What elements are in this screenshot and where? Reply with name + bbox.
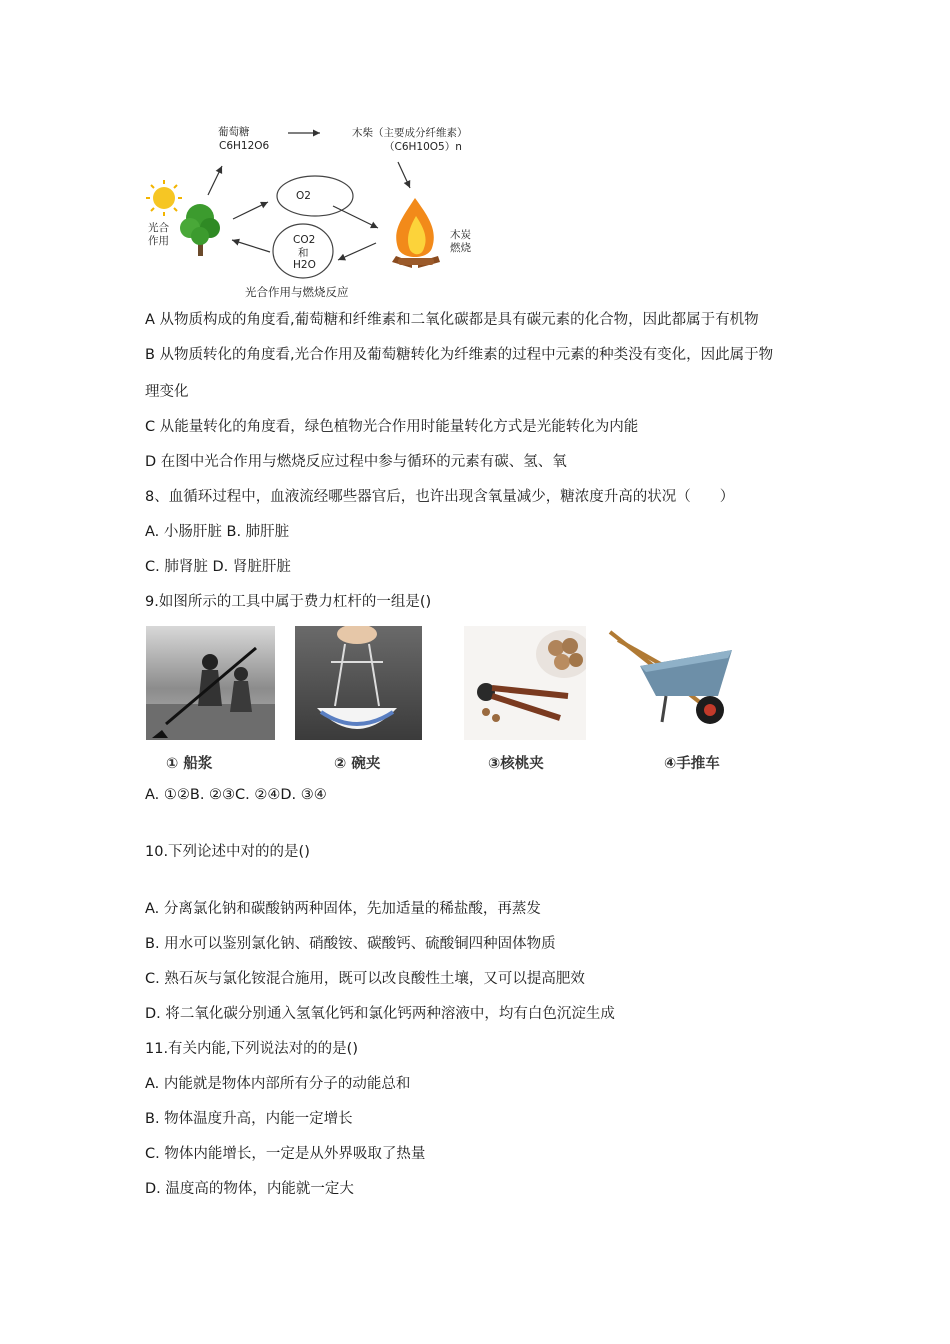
- figure1-caption: 光合作用与燃烧反应: [245, 285, 349, 299]
- o2-label: O2: [296, 190, 311, 202]
- q11-option-d: D. 温度高的物体，内能就一定大: [145, 1181, 354, 1197]
- q8-options-cd: C. 肺肾脏 D. 肾脏肝脏: [145, 559, 291, 575]
- bowl-clip-caption: ② 碗夹: [334, 756, 381, 772]
- q9-stem: 9.如图所示的工具中属于费力杠杆的一组是(): [145, 594, 432, 610]
- glucose-name: 葡萄糖: [218, 126, 250, 138]
- q8-stem: 8、血循环过程中，血液流经哪些器官后，也许出现含氧量减少，糖浓度升高的状况（ ）: [145, 489, 735, 505]
- charcoal-label: 木炭 燃烧: [450, 229, 471, 254]
- q7-option-d: D 在图中光合作用与燃烧反应过程中参与循环的元素有碳、氢、氧: [145, 454, 567, 470]
- paddle-image: [146, 626, 275, 740]
- wood-name: 木柴（主要成分纤维素）: [352, 127, 468, 139]
- q7-option-c: C 从能量转化的角度看，绿色植物光合作用时能量转化方式是光能转化为内能: [145, 419, 639, 435]
- h2o-label: H2O: [293, 259, 316, 271]
- wood-formula: （C6H10O5）n: [384, 141, 462, 153]
- tree-icon: [180, 204, 220, 256]
- nutcracker-caption: ③核桃夹: [488, 756, 544, 772]
- q10-option-b: B. 用水可以鉴别氯化钠、硝酸铵、碳酸钙、硫酸铜四种固体物质: [145, 936, 556, 952]
- bowl-clip-image: [295, 626, 422, 740]
- wheelbarrow-caption: ④手推车: [664, 756, 720, 772]
- glucose-formula: C6H12O6: [219, 140, 270, 152]
- q10-option-c: C. 熟石灰与氯化铵混合施用，既可以改良酸性土壤，又可以提高肥效: [145, 971, 585, 987]
- q11-stem: 11.有关内能,下列说法对的的是(): [145, 1041, 358, 1057]
- wheelbarrow-image: [606, 626, 736, 740]
- sun-icon: [146, 180, 182, 216]
- photosynthesis-label: 光合 作用: [148, 222, 169, 247]
- q11-option-b: B. 物体温度升高，内能一定增长: [145, 1111, 353, 1127]
- q10-option-d: D. 将二氧化碳分别通入氢氧化钙和氯化钙两种溶液中，均有白色沉淀生成: [145, 1006, 615, 1022]
- nutcracker-image: [464, 626, 586, 740]
- q7-option-b-line1: B 从物质转化的角度看,光合作用及葡萄糖转化为纤维素的过程中元素的种类没有变化，因此属于物: [145, 347, 774, 363]
- q11-option-a: A. 内能就是物体内部所有分子的动能总和: [145, 1076, 411, 1092]
- q7-option-a: A 从物质构成的角度看,葡萄糖和纤维素和二氧化碳都是具有碳元素的化合物，因此都属于有机物: [145, 312, 759, 328]
- q10-stem: 10.下列论述中对的的是(): [145, 844, 310, 860]
- q11-option-c: C. 物体内能增长，一定是从外界吸取了热量: [145, 1146, 426, 1162]
- q8-options-ab: A. 小肠肝脏 B. 肺肝脏: [145, 524, 290, 540]
- paddle-caption: ① 船浆: [166, 756, 213, 772]
- q10-option-a: A. 分离氯化钠和碳酸钠两种固体，先加适量的稀盐酸，再蒸发: [145, 901, 541, 917]
- co2-label: CO2: [293, 234, 316, 246]
- fire-icon: [392, 198, 440, 268]
- q9-options: A. ①②B. ②③C. ②④D. ③④: [145, 787, 327, 803]
- cycle-figure: [140, 118, 500, 303]
- q7-option-b-line2: 理变化: [145, 384, 189, 400]
- he-label: 和: [298, 247, 309, 259]
